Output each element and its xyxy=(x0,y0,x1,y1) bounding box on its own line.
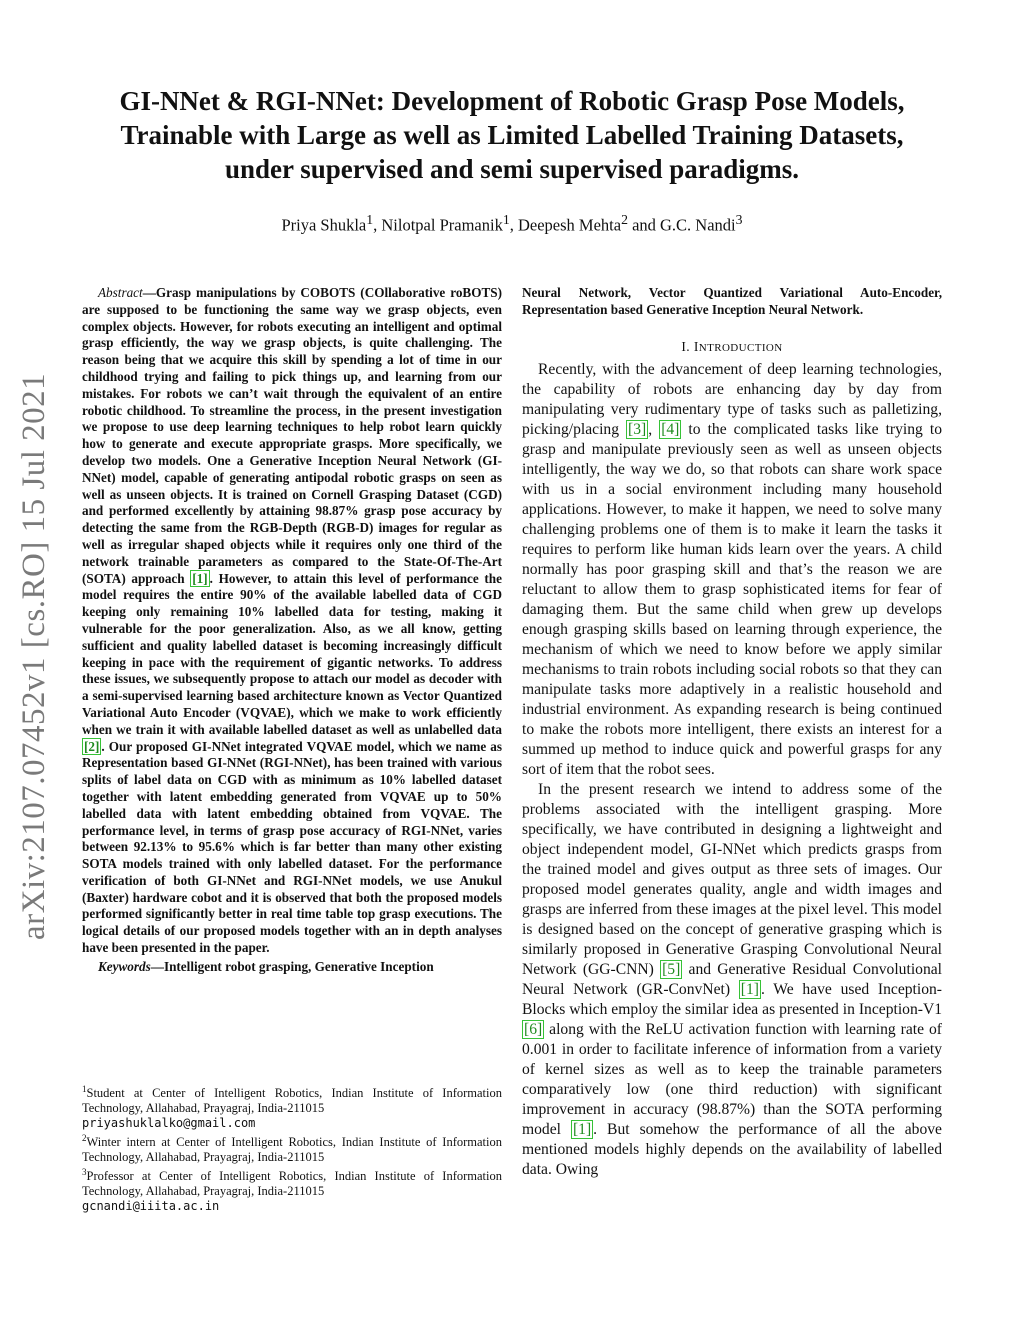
author-name: G.C. Nandi xyxy=(660,215,736,235)
footnote-1 xyxy=(82,1082,502,1131)
arxiv-stamp: arXiv:2107.07452v1 [cs.RO] 15 Jul 2021 xyxy=(16,372,52,940)
footnote-text: Winter intern at Center of Intelligent Robotics, Indian Institute of Information Technology, Allahabad, Prayagraj, India-211015 xyxy=(82,1135,502,1165)
footnote-mark: 1 xyxy=(82,1084,87,1094)
author-name: Deepesh Mehta xyxy=(517,215,622,235)
footnote-mark: 3 xyxy=(82,1167,87,1178)
author-separator: , xyxy=(509,215,518,235)
citation-link[interactable]: [4] xyxy=(661,420,680,438)
intro-paragraph-1 xyxy=(522,360,942,780)
footnote-3 xyxy=(82,1165,502,1214)
author-separator: and xyxy=(627,215,661,235)
citation-link[interactable]: [1] xyxy=(572,1120,592,1138)
abstract-text: . However, to attain this level of performance the model requires the entire 90% of the available labelled data of CGD keeping only remaining 10% labelled data for testing, making it vulnerable for the poor generalization. Also, as we all know, getting sufficient and quality labelled dataset is becoming increasingly difficult keeping in pace with the requirement of gigantic networks. To address these issues, we subsequently propose to attach our model as decoder with a semi-supervised learning based architecture known as Vector Quantized Variational Auto Encoder (VQVAE), which we make to work efficiently when we train it with available labelled dataset as well as unlabelled data xyxy=(82,570,502,737)
section-title-initial: I xyxy=(693,338,699,354)
body-text: to the complicated tasks like trying to grasp and manipulate previously seen as well as unseen objects intelligently, the way we do, so that robots can share work space with us in a social environment including many household applications. However, to make it happen, we need to solve many challenging problems one of them is to make it learn the tasks it requires to perform like human kids learn over the years. A child normally has poor grasping skill and that’s the reason we are reluctant to allow them to grasp sophisticated items for fear of damaging them. But the same child when grew up develops enough grasping skills based on learning through experience, the mechanism of which we need to know before we apply similar mechanisms to train robots including social robots so that they can manipulate tasks more adaptively in a realistic household and industrial environment. As expanding research is being continued to make the robots more intelligent, there exists an interest for a summed up method to induce quick and powerful grasps for any sort of item that the robot sees. xyxy=(522,420,943,778)
abstract-label: Abstract xyxy=(98,285,143,300)
citation-link[interactable]: [3] xyxy=(628,420,647,438)
author-name: Nilotpal Pramanik xyxy=(381,215,503,235)
affiliation-mark: 1 xyxy=(502,212,510,227)
body-text: In the present research we intend to address some of the problems associated with the intelligent grasping. More specifically, we have contributed in designing a lightweight and object independent model, GI-NNet which predicts grasps from the trained model and gives output as three sets of images. Our proposed model generates quality, angle and width images and grasps are inferred from these images at the pixel level. This model is designed based on the concept of generative grasping which is similarly proposed in Generative Grasping Convolutional Neural Network (GG-CNN) xyxy=(522,780,942,978)
abstract xyxy=(82,285,502,957)
title-line-1: GI-NNet & RGI-NNet: Development of Robotic Grasp Pose Models, xyxy=(119,86,905,116)
left-column xyxy=(82,285,502,976)
body-text: and Generative Residual Convolutional Neural Network (GR-ConvNet) xyxy=(522,960,942,998)
keywords-continued: Neural Network, Vector Quantized Variational Auto-Encoder, Representation based Generative Inception Neural Network. xyxy=(522,285,942,317)
author-email[interactable]: priyashuklalko@gmail.com xyxy=(82,1116,256,1131)
author-separator: , xyxy=(373,215,382,235)
footnote-2 xyxy=(82,1131,502,1165)
title-line-2: Trainable with Large as well as Limited Labelled Training Datasets, xyxy=(120,120,904,150)
citation-link[interactable]: [6] xyxy=(524,1020,543,1038)
abstract-text: . Our proposed GI-NNet integrated VQVAE model, which we name as Representation based GI-NNet (RGI-NNet), has been trained with various splits of label data on CGD with as minimum as 10% labelled dataset together with latent embedding generated from VQVAE up to 50% labelled data with latent embedding obtained from VQVAE. The performance level, in terms of grasp pose accuracy of RGI-NNet, varies between 92.13% to 95.6% which is far better than many other existing SOTA models trained with only labelled dataset. For the performance verification of both GI-NNet and RGI-NNet models, we use Anukul (Baxter) hardware cobot and it is observed that both the proposed models performed significantly better in real time table top grasp executions. The logical details of our proposed models together with an in depth analyses have been presented in the paper. xyxy=(82,738,502,956)
right-column xyxy=(522,285,942,1180)
intro-paragraph-2 xyxy=(522,780,942,1180)
footnote-mark: 2 xyxy=(82,1133,87,1144)
section-number: I. xyxy=(681,338,694,354)
body-text: , xyxy=(648,420,660,438)
author-email[interactable]: gcnandi@iiita.ac.in xyxy=(82,1199,220,1214)
citation-link[interactable]: [5] xyxy=(662,960,681,978)
citation-link[interactable]: [1] xyxy=(740,980,759,998)
footnotes xyxy=(82,1082,502,1214)
section-title-rest: NTRODUCTION xyxy=(698,341,783,354)
keywords-text: —Intelligent robot grasping, Generative Inception xyxy=(150,958,434,974)
body-text: along with the ReLU activation function with learning rate of 0.001 in order to facilitate inference of information from a variety of kernel sizes as well as to keep the trainable parameters comparatively low (one third reduction) with significant improvement in accuracy (98.87%) than the SOTA performing model xyxy=(522,1020,942,1138)
title-line-3: under supervised and semi supervised paradigms. xyxy=(224,154,800,184)
keywords xyxy=(82,959,502,976)
body-text: . We have used Inception-Blocks which employ the similar idea as presented in Inception-V1 xyxy=(522,980,942,1018)
keywords-label: Keywords xyxy=(98,958,151,974)
body-text: . But somehow the performance of all the above mentioned models highly depends on the availability of labelled data. Owing xyxy=(522,1120,942,1178)
body-text: Recently, with the advancement of deep learning technologies, the capability of robots are enhancing day by day from manipulating very rudimentary type of tasks such as palletizing, picking/placing xyxy=(522,360,942,438)
author-list xyxy=(60,212,964,236)
affiliation-mark: 1 xyxy=(366,212,374,227)
citation-link[interactable]: [2] xyxy=(84,738,100,754)
abstract-text: —Grasp manipulations by COBOTS (COllaborative roBOTS) are supposed to be functioning the same way we grasp objects, even complex objects. However, for robots executing an intelligent and optimal grasp efficiently, the way we grasp objects, is quite challenging. The reason being that we acquire this skill by spending a lot of time in our childhood trying and failing to pick things up, and learning from our mistakes. For robots we can’t wait through the equivalent of an entire robotic childhood. To streamline the process, in the present investigation we propose to use deep learning techniques to help robot learn quickly how to generate and execute appropriate grasps. More specifically, we develop two models. One a Generative Inception Neural Network (GI-NNet) model, capable of generating antipodal robotic grasps on seen as well as unseen objects. It is trained on Cornell Grasping Dataset (CGD) and performed excellently by attaining 98.87% grasp pose accuracy by detecting the same from the RGB-Depth (RGB-D) images for regular as well as irregular shaped objects while it requires only one third of the network trainable parameters as compared to the State-Of-The-Art (SOTA) approach xyxy=(82,285,502,586)
affiliation-mark: 3 xyxy=(735,212,743,227)
citation-link[interactable]: [1] xyxy=(192,570,208,586)
paper-title xyxy=(60,84,964,186)
section-heading-introduction xyxy=(522,339,942,355)
footnote-text: Professor at Center of Intelligent Robotics, Indian Institute of Information Technology, Allahabad, Prayagraj, India-211015 xyxy=(82,1169,502,1199)
footnote-text: Student at Center of Intelligent Robotics, Indian Institute of Information Technology, Allahabad, Prayagraj, India-211015 xyxy=(82,1086,502,1116)
affiliation-mark: 2 xyxy=(621,212,628,227)
author-name: Priya Shukla xyxy=(281,215,367,235)
